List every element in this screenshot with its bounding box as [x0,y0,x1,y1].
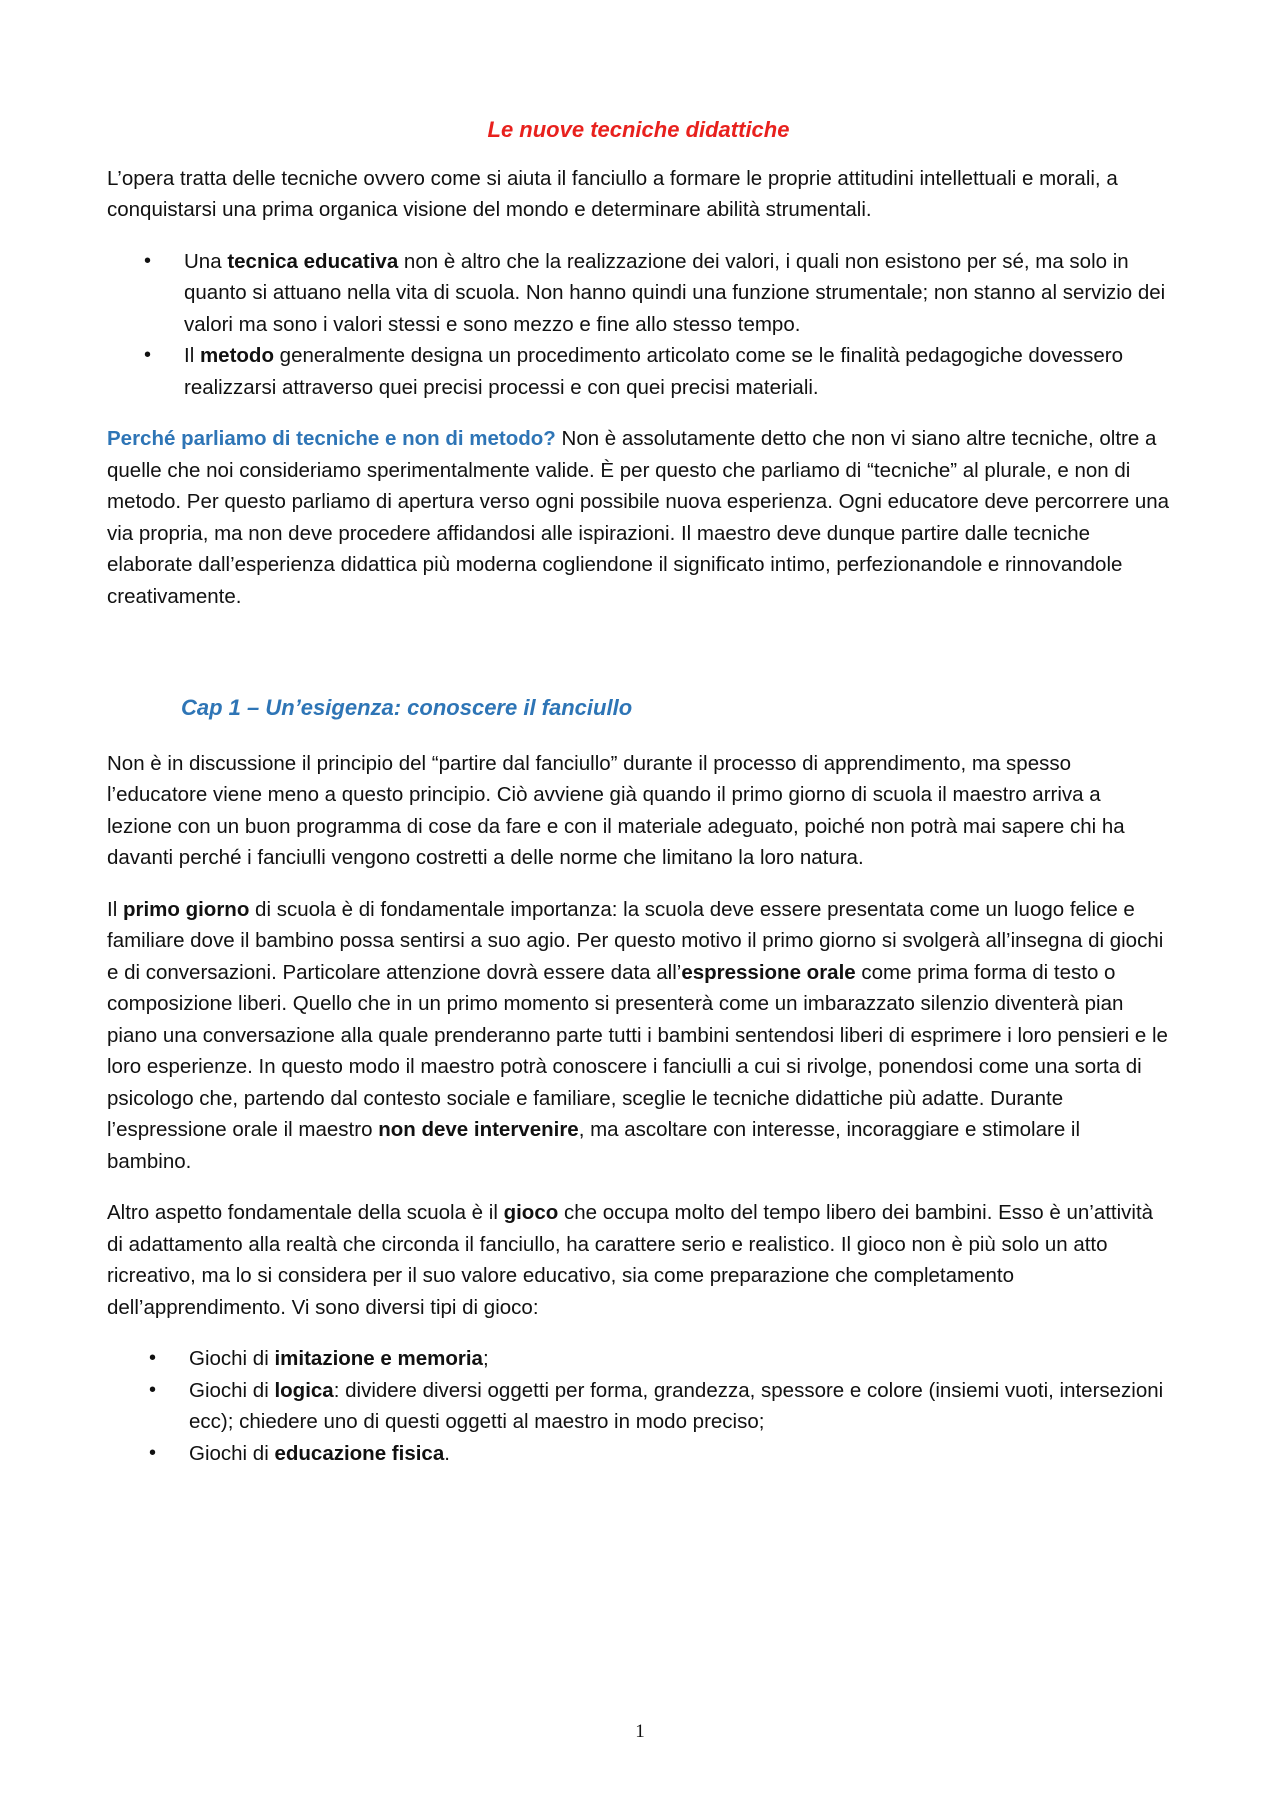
question-paragraph: Perché parliamo di tecniche e non di metodo? Non è assolutamente detto che non vi siano altre tecniche, oltre a quelle che noi consideriamo sperimentalmente valide. È per questo che parliamo di “tecniche” al plurale, e non di metodo. Per questo parliamo di apertura verso ogni possibile nuova esperienza. Ogni educatore deve percorrere una via propria, ma non deve procedere affidandosi alle ispirazioni. Il maestro deve dunque partire dalle tecniche elaborate dall’esperienza didattica più moderna cogliendone il significato intimo, perfezionandole e rinnovandole creativamente. [107,427,1170,608]
question-lead: Perché parliamo di tecniche e non di metodo? [107,427,556,450]
body-paragraph-3: Altro aspetto fondamentale della scuola è il gioco che occupa molto del tempo libero dei bambini. Esso è un’attività di adattamento alla realtà che circonda il fanciullo, ha carattere serio e realistico. Il gioco non è più solo un atto ricreativo, ma lo si considera per il suo valore educativo, sia come preparazione che completamento dell’apprendimento. Vi sono diversi tipi di gioco: [107,1201,1154,1319]
bold-term: espressione orale [681,960,856,984]
bold-term: primo giorno [122,897,250,921]
chapter-heading: Cap 1 – Un’esigenza: conoscere il fanciullo [181,695,633,720]
bold-term: educazione fisica [274,1441,445,1465]
list-item: • Una tecnica educativa non è altro che la realizzazione dei valori, i quali non esistono per sé, ma solo in quanto si attuano nella vita di scuola. Non hanno quindi una funzione strumentale; non stanno al servizio dei valori ma sono i valori stessi e sono mezzo e fine allo stesso tempo. [107,246,1170,341]
bold-term: tecnica educativa [227,249,399,273]
page-number: 1 [635,1721,645,1742]
bold-term: imitazione e memoria [274,1347,483,1370]
body-paragraph-2: Il primo giorno di scuola è di fondamentale importanza: la scuola deve essere presentata come un luogo felice e familiare dove il bambino possa sentirsi a suo agio. Per questo motivo il primo giorno si svolgerà all’insegna di giochi e di conversazioni. Particolare attenzione dovrà essere data all’espressione orale come prima forma di testo o composizione liberi. Quello che in un primo momento si presenterà come un imbarazzato silenzio diventerà pian piano una conversazione alla quale prenderanno parte tutti i bambini sentendosi liberi di esprimere i loro pensieri e le loro esperienze. In questo modo il maestro potrà conoscere i fanciulli a cui si rivolge, ponendosi come una sorta di psicologo che, partendo dal contesto sociale e familiare, sceglie le tecniche didattiche più adatte. Durante l’espressione orale il maestro non deve intervenire, ma ascoltare con interesse, incoraggiare e stimolare il bambino. [107,897,1168,1173]
bold-term: gioco [503,1201,559,1224]
bold-term: metodo [199,344,274,367]
document-title: Le nuove tecniche didattiche [487,117,790,142]
list-item: • Il metodo generalmente designa un procedimento articolato come se le finalità pedagogiche dovessero realizzarsi attraverso quei precisi processi e con quei precisi materiali. [107,340,1170,403]
body-paragraph-1: Non è in discussione il principio del “partire dal fanciullo” durante il processo di apprendimento, ma spesso l’educatore viene meno a questo principio. Ciò avviene già quando il primo giorno di scuola il maestro arriva a lezione con un buon programma di cose da fare e con il materiale adeguato, poiché non potrà mai sapere chi ha davanti perché i fanciulli vengono costretti a delle norme che limitano la loro natura. [107,751,1125,869]
bold-term: non deve intervenire [378,1118,579,1141]
list-item: • Giochi di logica: dividere diversi oggetti per forma, grandezza, spessore e colore (insiemi vuoti, intersezioni ecc); chiedere uno di questi oggetti al maestro in modo preciso; [107,1375,1170,1438]
list-item: • Giochi di educazione fisica. [107,1438,1170,1470]
intro-paragraph: L’opera tratta delle tecniche ovvero come si aiuta il fanciullo a formare le proprie attitudini intellettuali e morali, a conquistarsi una prima organica visione del mondo e determinare abilità strumentali. [107,166,1118,221]
bold-term: logica [274,1378,334,1402]
game-types-list [107,1343,1170,1469]
list-item: • Giochi di imitazione e memoria; [107,1343,1170,1375]
definitions-list [107,246,1170,404]
